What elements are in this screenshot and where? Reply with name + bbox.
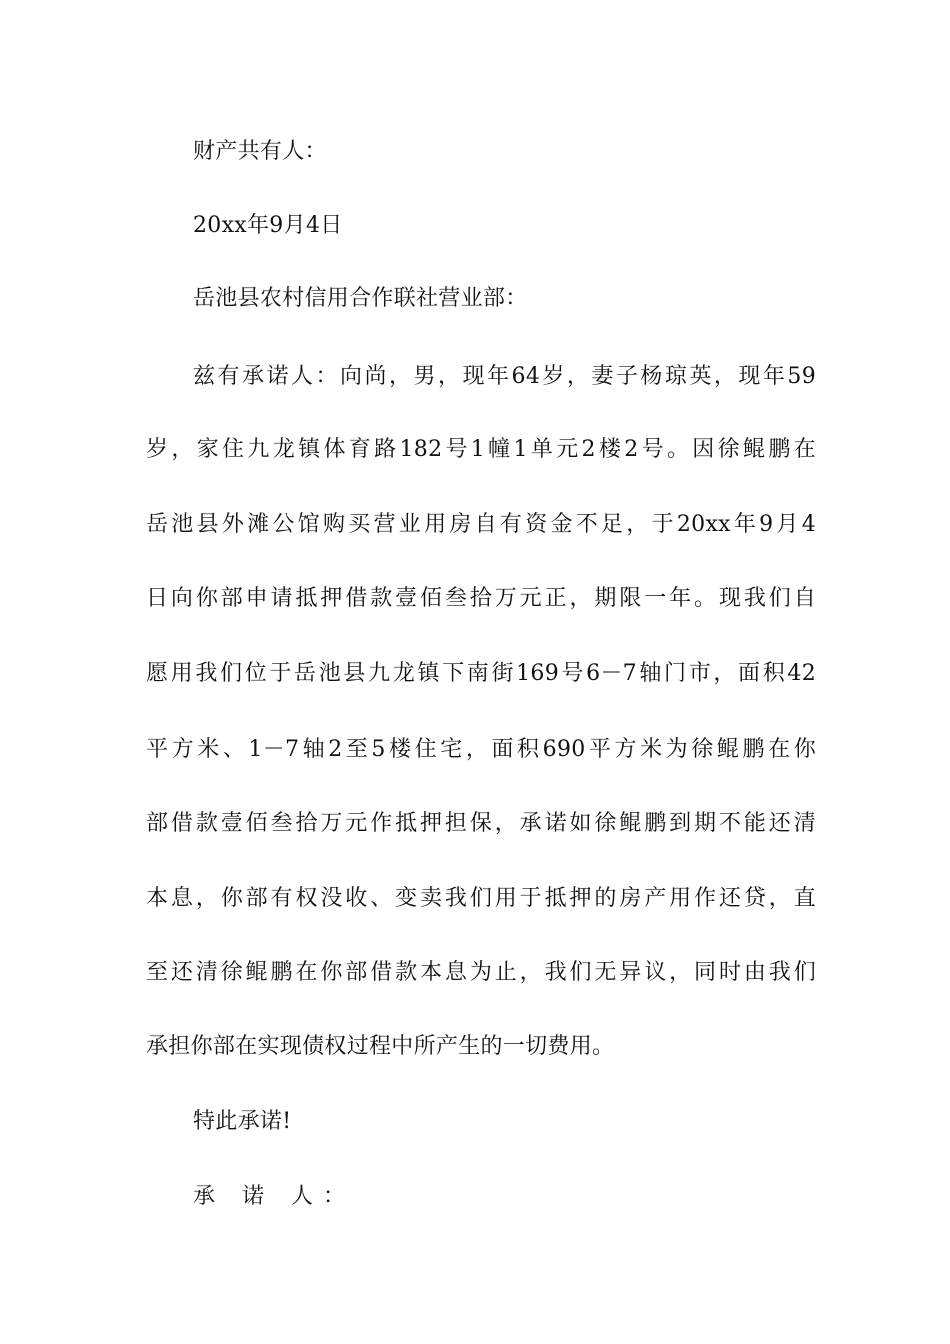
body-line: 至还清徐鲲鹏在你部借款本息为止，我们无异议，同时由我们 [146,960,816,985]
body-line: 兹有承诺人：向尚，男，现年64岁，妻子杨琼英，现年59 [193,364,816,389]
co-owner-label: 财产共有人： [193,139,327,164]
signatory-label: 承 诺 人： [193,1184,355,1209]
body-line: 本息，你部有权没收、变卖我们用于抵押的房产用作还贷，直 [146,886,816,911]
body-line: 部借款壹佰叁拾万元作抵押担保，承诺如徐鲲鹏到期不能还清 [146,811,816,836]
body-line: 承担你部在实现债权过程中所产生的一切费用。 [146,1034,615,1059]
closing: 特此承诺! [193,1109,292,1134]
document-date: 20xx年9月4日 [193,213,343,238]
body-line: 日向你部申请抵押借款壹佰叁拾万元正，期限一年。现我们自 [146,586,816,611]
body-line: 岁，家住九龙镇体育路182号1幢1单元2楼2号。因徐鲲鹏在 [146,437,816,462]
body-line: 岳池县外滩公馆购买营业用房自有资金不足，于20xx年9月4 [146,512,816,537]
addressee: 岳池县农村信用合作联社营业部： [193,286,528,311]
body-line: 平方米、1－7轴2至5楼住宅，面积690平方米为徐鲲鹏在你 [146,737,816,762]
body-line: 愿用我们位于岳池县九龙镇下南街169号6－7轴门市，面积42 [146,661,816,686]
